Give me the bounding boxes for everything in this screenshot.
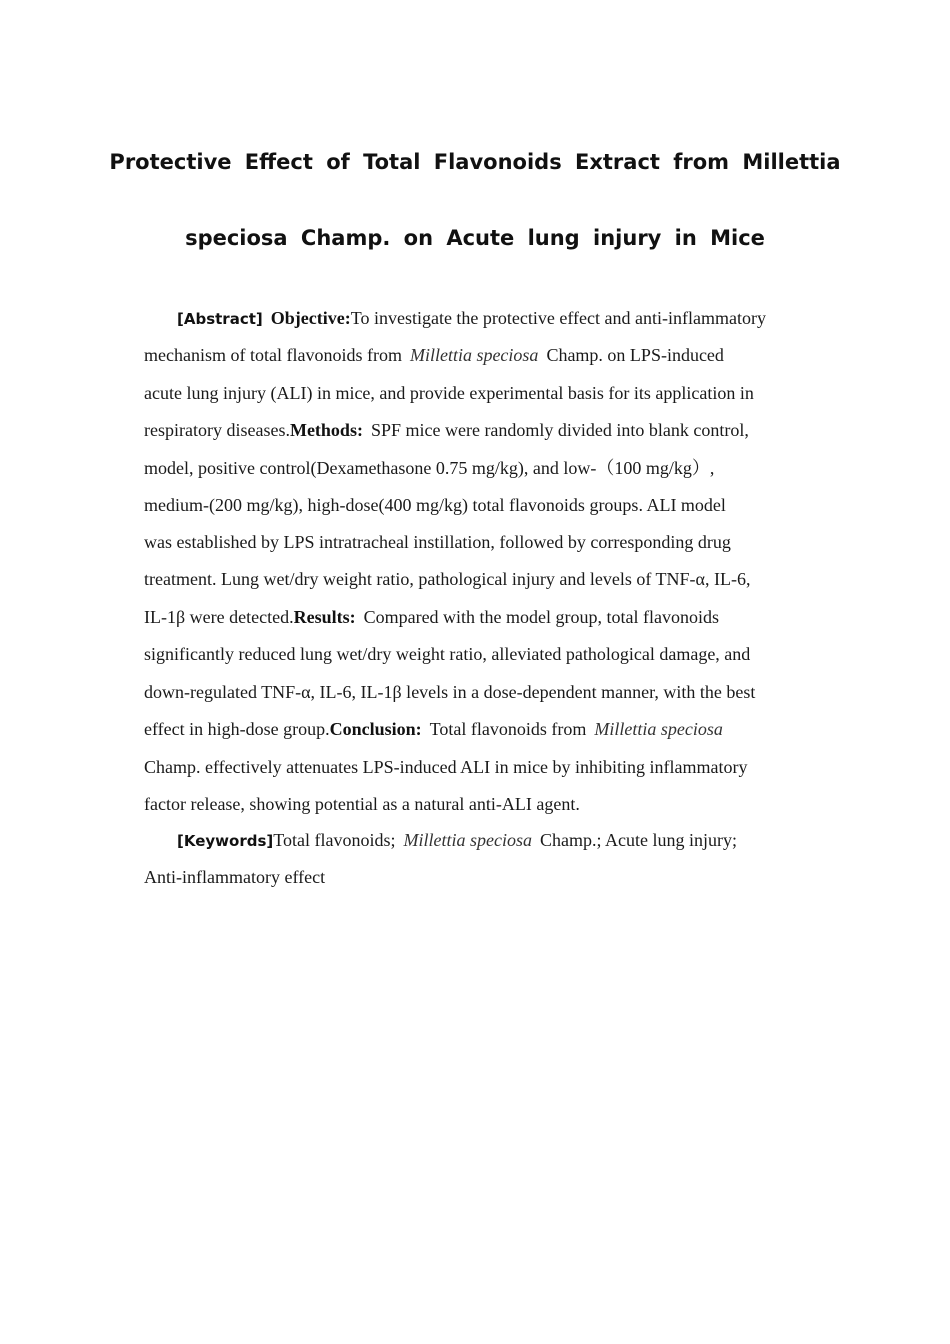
paper-title-line-2: speciosa Champ. on Acute lung injury in Mice — [185, 226, 765, 250]
abstract-line: treatment. Lung wet/dry weight ratio, pathological injury and levels of TNF-α, IL-6, — [144, 569, 751, 589]
species-name: Millettia speciosa — [594, 719, 723, 739]
keywords-line — [177, 829, 737, 852]
objective-text: To investigate the protective effect and anti-inflammatory — [350, 308, 766, 328]
species-name: Millettia speciosa — [403, 830, 532, 850]
abstract-line — [144, 606, 719, 628]
conclusion-label: Conclusion: — [329, 719, 422, 739]
abstract-line: down-regulated TNF-α, IL-6, IL-1β levels in a dose-dependent manner, with the best — [144, 682, 756, 702]
abstract-text: effect in high-dose group. — [144, 719, 330, 739]
abstract-text: IL-1β were detected. — [144, 607, 294, 627]
abstract-line — [144, 718, 723, 740]
abstract-line — [177, 307, 766, 330]
results-label: Results: — [293, 607, 356, 627]
abstract-text: Total flavonoids from — [429, 719, 587, 739]
abstract-text: respiratory diseases. — [144, 420, 290, 440]
keyword-text: Champ.; Acute lung injury; — [539, 830, 737, 850]
abstract-line: medium-(200 mg/kg), high-dose(400 mg/kg) total flavonoids groups. ALI model — [144, 495, 726, 515]
abstract-line: model, positive control(Dexamethasone 0.75 mg/kg), and low-（100 mg/kg）, — [144, 458, 715, 478]
keywords-line: Anti-inflammatory effect — [144, 867, 326, 887]
abstract-text: mechanism of total flavonoids from — [144, 345, 402, 365]
abstract-line: significantly reduced lung wet/dry weight ratio, alleviated pathological damage, and — [144, 644, 751, 664]
paper-title-line-1: Protective Effect of Total Flavonoids Extract from Millettia — [109, 150, 841, 174]
abstract-line: Champ. effectively attenuates LPS-induced ALI in mice by inhibiting inflammatory — [144, 757, 748, 777]
abstract-text: Champ. on LPS-induced — [546, 345, 724, 365]
abstract-line: factor release, showing potential as a natural anti-ALI agent. — [144, 794, 580, 814]
objective-label: Objective: — [270, 308, 351, 328]
methods-label: Methods: — [289, 420, 363, 440]
abstract-line — [144, 419, 749, 441]
abstract-label: [Abstract] — [177, 310, 263, 328]
abstract-text: Compared with the model group, total flavonoids — [363, 607, 720, 627]
abstract-line — [144, 344, 724, 366]
species-name: Millettia speciosa — [409, 345, 539, 365]
abstract-line: acute lung injury (ALI) in mice, and provide experimental basis for its application in — [144, 383, 754, 403]
abstract-text: SPF mice were randomly divided into blank control, — [370, 420, 749, 440]
keyword-text: Total flavonoids; — [273, 830, 396, 850]
keywords-label: [Keywords] — [177, 832, 274, 850]
abstract-line: was established by LPS intratracheal instillation, followed by corresponding drug — [144, 532, 731, 552]
